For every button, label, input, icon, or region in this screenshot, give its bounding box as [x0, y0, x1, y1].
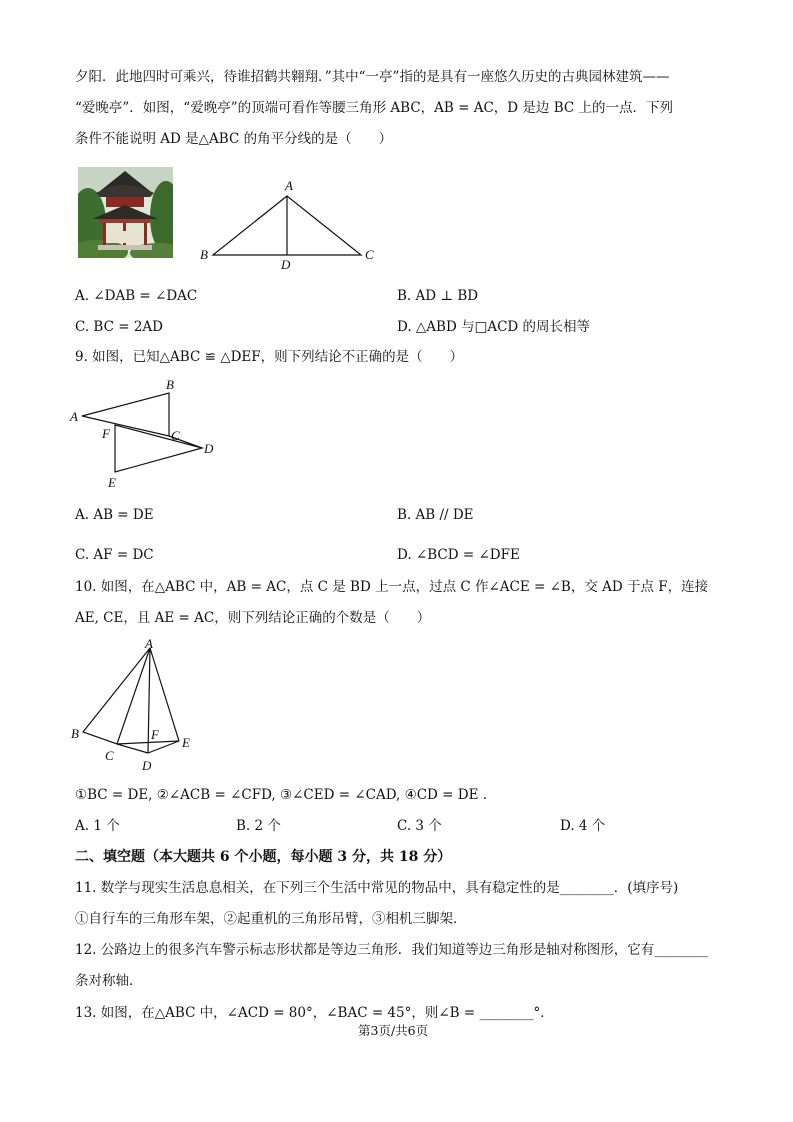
q10-label-f: F [151, 727, 159, 742]
q10-label-c: C [105, 748, 114, 763]
q8-label-a: A [285, 178, 293, 193]
q8-stem-line1: 夕阳．此地四时可乘兴，待谁招鹤共翱翔．”其中“一亭”指的是具有一座悠久历史的古典园林建筑—— [75, 69, 670, 85]
q9-option-a: A. AB = DE [75, 507, 154, 523]
q10-option-b: B. 2 个 [236, 818, 281, 834]
q11-line2: ①自行车的三角形车架，②起重机的三角形吊臂，③相机三脚架． [75, 911, 467, 927]
section-title-fill-in: 二、填空题（本大题共 6 个小题，每小题 3 分，共 18 分） [75, 849, 452, 865]
q10-label-b: B [71, 726, 79, 741]
q12-line1: 12. 公路边上的很多汽车警示标志形状都是等边三角形．我们知道等边三角形是轴对称图形，它有________ [75, 942, 709, 958]
q9-option-b: B. AB // DE [397, 507, 474, 523]
q9-label-a: A [70, 409, 78, 424]
q9-stem: 9. 如图，已知△ABC ≌ △DEF，则下列结论不正确的是（ ） [75, 349, 464, 365]
q11-line1: 11. 数学与现实生活息息相关，在下列三个生活中常见的物品中，具有稳定性的是________．(填序号) [75, 880, 679, 896]
page-number-footer: 第3页/共6页 [358, 1023, 429, 1038]
q9-label-f: F [102, 426, 110, 441]
pavilion-photo [78, 167, 173, 258]
q8-stem-line3: 条件不能说明 AD 是△ABC 的角平分线的是（ ） [75, 131, 393, 147]
q8-label-d: D [281, 257, 291, 271]
q9-label-c: C [171, 428, 180, 443]
q8-label-b: B [200, 247, 208, 262]
q8-option-c: C. BC = 2AD [75, 319, 163, 335]
q8-option-d: D. △ABD 与□ACD 的周长相等 [397, 319, 591, 335]
q10-statements: ①BC = DE, ②∠ACB = ∠CFD, ③∠CED = ∠CAD, ④CD = DE . [75, 787, 488, 803]
q10-stem-line2: AE, CE，且 AE = AC，则下列结论正确的个数是（ ） [75, 610, 431, 626]
q10-option-c: C. 3 个 [397, 818, 442, 834]
q9-label-e: E [108, 475, 116, 490]
q12-line2: 条对称轴． [75, 973, 143, 989]
q10-stem-line1: 10. 如图，在△ABC 中，AB = AC，点 C 是 BD 上一点，过点 C 作∠ACE = ∠B，交 AD 于点 F，连接 [75, 579, 709, 595]
q10-option-d: D. 4 个 [560, 818, 606, 834]
q10-label-a: A [145, 636, 153, 651]
q9-option-d: D. ∠BCD = ∠DFE [397, 547, 520, 563]
q8-label-c: C [365, 247, 374, 262]
q10-label-d: D [142, 758, 152, 773]
q8-option-a: A. ∠DAB = ∠DAC [75, 288, 198, 304]
q10-option-a: A. 1 个 [75, 818, 120, 834]
q13-line1: 13. 如图，在△ABC 中，∠ACD = 80°，∠BAC = 45°，则∠B = ________°． [75, 1005, 554, 1021]
q10-label-e: E [182, 735, 190, 750]
q9-option-c: C. AF = DC [75, 547, 154, 563]
q9-congruent-triangles-figure [68, 374, 228, 492]
q9-label-d: D [204, 441, 214, 456]
q9-label-b: B [166, 377, 174, 392]
q10-triangle-figure [68, 634, 208, 776]
q8-option-b: B. AD ⊥ BD [397, 288, 479, 304]
q8-triangle-figure [195, 176, 385, 271]
q8-stem-line2: “爱晚亭”．如图，“爱晚亭”的顶端可看作等腰三角形 ABC，AB = AC，D 是边 BC 上的一点．下列 [75, 100, 673, 116]
